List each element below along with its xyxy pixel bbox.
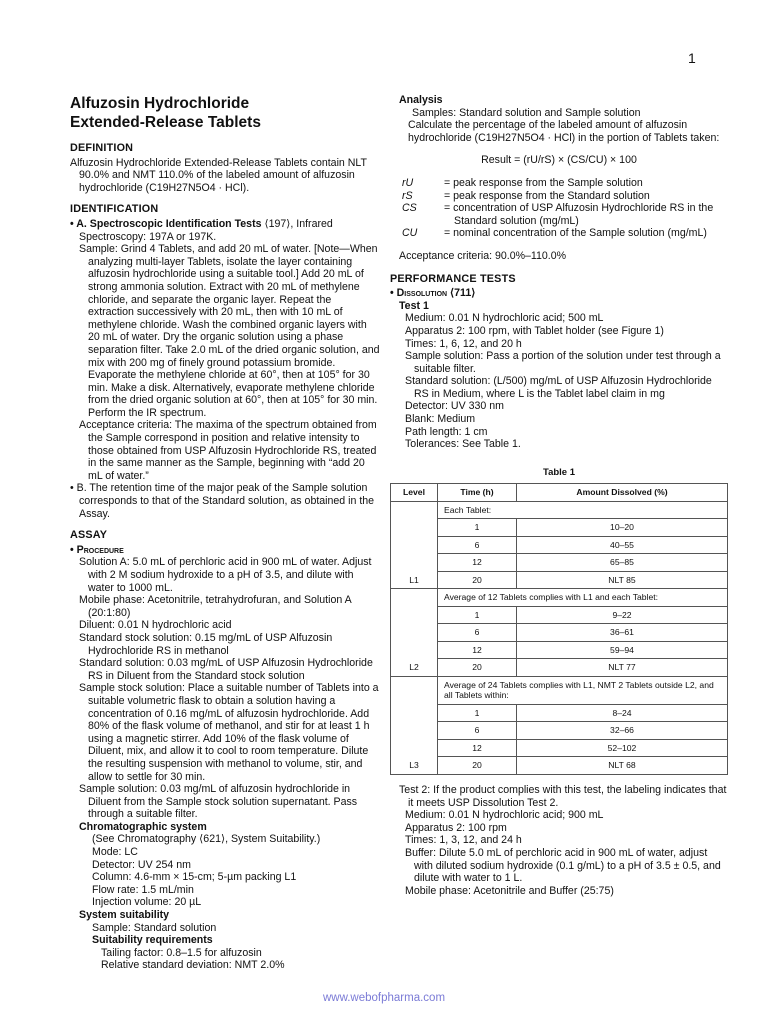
title-line-1: Alfuzosin Hydrochloride xyxy=(70,95,250,112)
test1-times: Times: 1, 6, 12, and 20 h xyxy=(405,337,522,350)
assay-heading: ASSAY xyxy=(70,529,108,542)
assay-standard-stock: Standard stock solution: 0.15 mg/mL of USP Alfuzosin Hydrochloride RS in methanol xyxy=(79,631,333,657)
test1-tolerances: Tolerances: See Table 1. xyxy=(405,438,521,451)
definition-row xyxy=(402,177,728,190)
table-amount-cell: 65–85 xyxy=(517,554,728,572)
table-header-time: Time (h) xyxy=(438,484,517,502)
suitability-sample: Sample: Standard solution xyxy=(92,921,217,934)
table-amount-cell: 10–20 xyxy=(517,519,728,537)
chrom-mode: Mode: LC xyxy=(92,846,138,859)
definition-text: = peak response from the Sample solution xyxy=(444,176,643,189)
chrom-column: Column: 4.6-mm × 15-cm; 5-µm packing L1 xyxy=(92,871,297,884)
identification-acceptance: Acceptance criteria: The maxima of the spectrum obtained from the Sample correspond in position and relative intensity to those obtained from USP Alfuzosin Hydrochloride RS, treated in the same manner as the Sample, beginning with “add 20 mL of water.” xyxy=(79,419,377,482)
test2-medium: Medium: 0.01 N hydrochloric acid; 900 mL xyxy=(405,809,604,822)
definition-text: Alfuzosin Hydrochloride Extended-Release Tablets contain NLT 90.0% and NMT 110.0% of the labeled amount of alfuzosin hydrochloride (C19H27N5O4 · HCl). xyxy=(70,156,367,194)
table-note-cell: Average of 24 Tablets complies with L1, NMT 2 Tablets outside L2, and all Tablets within: xyxy=(438,676,728,704)
definition-symbol: CS xyxy=(402,202,417,215)
table-time-cell: 12 xyxy=(438,739,517,757)
identification-a-label: • A. Spectroscopic Identification Tests xyxy=(70,217,262,230)
test1-medium: Medium: 0.01 N hydrochloric acid; 500 mL xyxy=(405,312,604,325)
table-amount-cell: 40–55 xyxy=(517,536,728,554)
performance-heading: PERFORMANCE TESTS xyxy=(390,272,516,285)
table-amount-cell: 52–102 xyxy=(517,739,728,757)
table-time-cell: 6 xyxy=(438,536,517,554)
suitability-requirements: Suitability requirements xyxy=(92,934,213,947)
table-row xyxy=(391,519,728,537)
table-note-cell: Each Tablet: xyxy=(438,501,728,519)
table-amount-cell: NLT 77 xyxy=(517,659,728,677)
table-row xyxy=(391,641,728,659)
table-row xyxy=(391,554,728,572)
test1-detector: Detector: UV 330 nm xyxy=(405,400,504,413)
test2-mobile-phase: Mobile phase: Acetonitrile and Buffer (25:75) xyxy=(405,884,614,897)
table-row xyxy=(391,589,728,607)
chrom-flow-rate: Flow rate: 1.5 mL/min xyxy=(92,883,194,896)
assay-sample-solution: Sample solution: 0.03 mg/mL of alfuzosin hydrochloride in Diluent from the Sample stock solution supernatant. Pass through a suitable filter. xyxy=(79,783,358,821)
table-row xyxy=(391,606,728,624)
page-number: 1 xyxy=(688,50,696,66)
table-row xyxy=(391,676,728,704)
table-time-cell: 6 xyxy=(438,624,517,642)
tailing-factor: Tailing factor: 0.8–1.5 for alfuzosin xyxy=(101,946,262,959)
table-row xyxy=(391,659,728,677)
table-body xyxy=(391,501,728,774)
chrom-heading: Chromatographic system xyxy=(79,820,207,833)
definition-row xyxy=(402,190,728,203)
right-column xyxy=(390,94,728,897)
chrom-detector: Detector: UV 254 nm xyxy=(92,858,191,871)
table-time-cell: 20 xyxy=(438,571,517,589)
table-header-level: Level xyxy=(391,484,438,502)
table-time-cell: 12 xyxy=(438,641,517,659)
table-row xyxy=(391,757,728,775)
definition-text: = nominal concentration of the Sample solution (mg/mL) xyxy=(444,227,707,240)
test1-standard-solution: Standard solution: (L/500) mg/mL of USP Alfuzosin Hydrochloride RS in Medium, where L is the Tablet label claim in mg xyxy=(405,375,712,400)
identification-a xyxy=(70,218,380,243)
table-time-cell: 1 xyxy=(438,704,517,722)
table-amount-cell: NLT 68 xyxy=(517,757,728,775)
table-time-cell: 1 xyxy=(438,519,517,537)
assay-standard-solution: Standard solution: 0.03 mg/mL of USP Alfuzosin Hydrochloride RS in Diluent from the Standard stock solution xyxy=(79,657,373,682)
table-note-cell: Average of 12 Tablets complies with L1 and each Tablet: xyxy=(438,589,728,607)
table-time-cell: 12 xyxy=(438,554,517,572)
test1-heading: Test 1 xyxy=(399,299,429,312)
table-row xyxy=(391,501,728,519)
chrom-injection: Injection volume: 20 µL xyxy=(92,896,202,909)
table1-caption: Table 1 xyxy=(542,466,576,478)
table-row xyxy=(391,536,728,554)
definition-symbol: rS xyxy=(402,189,413,202)
table-amount-cell: 9–22 xyxy=(517,606,728,624)
footer-link[interactable]: www.webofpharma.com xyxy=(322,992,446,1004)
relative-std-dev: Relative standard deviation: NMT 2.0% xyxy=(101,959,285,972)
test1-sample-solution: Sample solution: Pass a portion of the solution under test through a suitable filter. xyxy=(405,350,721,375)
table-row xyxy=(391,704,728,722)
test2-times: Times: 1, 3, 12, and 24 h xyxy=(405,834,522,847)
table-amount-cell: NLT 85 xyxy=(517,571,728,589)
dissolution-label: • Dissolution ⟨711⟩ xyxy=(390,287,476,300)
table-amount-cell: 36–61 xyxy=(517,624,728,642)
table-header-amount: Amount Dissolved (%) xyxy=(517,484,728,502)
dissolution-table xyxy=(390,483,728,775)
test2-apparatus: Apparatus 2: 100 rpm xyxy=(405,821,507,834)
table-time-cell: 20 xyxy=(438,659,517,677)
analysis-acceptance: Acceptance criteria: 90.0%–110.0% xyxy=(399,249,567,262)
monograph-title xyxy=(70,94,380,132)
table-level-cell: L1 xyxy=(391,501,438,589)
table-row xyxy=(391,624,728,642)
table-time-cell: 1 xyxy=(438,606,517,624)
analysis-formula: Result = (rU/rS) × (CS/CU) × 100 xyxy=(481,154,637,167)
table-level-cell: L3 xyxy=(391,676,438,774)
suitability-heading: System suitability xyxy=(79,909,170,922)
analysis-definitions xyxy=(390,177,728,240)
assay-sample-stock: Sample stock solution: Place a suitable number of Tablets into a suitable volumetric flask to obtain a solution having a concentration of 0.16 mg/mL of alfuzosin hydrochloride. Add 80% of the flask volume of methanol, and stir for at least 1 h using a magnetic stirrer. Add 10% of the flask volume of Diluent, mix, and allow it to cool to room temperature. Dilute the resulting suspension with methanol to volume, stir, and allow to settle for 30 min. xyxy=(79,682,379,783)
title-line-2: Extended-Release Tablets xyxy=(70,114,261,131)
table-row xyxy=(391,739,728,757)
definition-text: = concentration of USP Alfuzosin Hydrochloride RS in the Standard solution (mg/mL) xyxy=(444,202,714,227)
table-time-cell: 20 xyxy=(438,757,517,775)
table-row xyxy=(391,571,728,589)
assay-diluent: Diluent: 0.01 N hydrochloric acid xyxy=(79,619,232,632)
table-amount-cell: 32–66 xyxy=(517,722,728,740)
test2-intro: Test 2: If the product complies with this test, the labeling indicates that it meets USP Dissolution Test 2. xyxy=(399,783,727,809)
identification-a-ref: ⟨197⟩, Infrared Spectroscopy: 197A or 197K. xyxy=(79,217,333,243)
definition-row xyxy=(402,227,728,240)
analysis-samples: Samples: Standard solution and Sample solution xyxy=(412,106,641,119)
left-column xyxy=(70,94,380,972)
table-row xyxy=(391,722,728,740)
test2-buffer: Buffer: Dilute 5.0 mL of perchloric acid in 900 mL of water, adjust with diluted sodium hydroxide (0.1 g/mL) to a pH of 3.5 ± 0.5, and dilute with water to 1 L. xyxy=(405,846,721,885)
table-amount-cell: 8–24 xyxy=(517,704,728,722)
analysis-heading: Analysis xyxy=(399,94,443,106)
identification-sample: Sample: Grind 4 Tablets, and add 20 mL of water. [Note—When analyzing multi-layer Tablets, isolate the layer containing alfuzosin hydrochloride using a suitable tool.] Add 20 mL of strong ammonia solution. Extract with 20 mL of methylene chloride, and separate the organic layer. Repeat the extraction successively with 20 mL, then with 10 mL of methylene chloride. Wash the combined organic layers with 20 mL of water. Dry the organic solution using a phase separation filter. Take 2.0 mL of the dried organic solution, and mix with 200 mg of finely ground potassium bromide. Evaporate the methylene chloride at 60°, then at 105° for 30 min. Make a disk. Alternatively, evaporate methylene chloride from the dried organic solution at 60°, then at 105° for 30 min. Perform the IR spectrum. xyxy=(79,243,380,419)
identification-b: • B. The retention time of the major peak of the Sample solution corresponds to that of the Standard solution, as obtained in the Assay. xyxy=(70,482,375,520)
test1-apparatus: Apparatus 2: 100 rpm, with Tablet holder (see Figure 1) xyxy=(405,324,664,337)
table-amount-cell: 59–94 xyxy=(517,641,728,659)
analysis-calc: Calculate the percentage of the labeled amount of alfuzosin hydrochloride (C19H27N5O4 · HCl) in the portion of Tablets taken: xyxy=(408,119,720,144)
definition-row xyxy=(402,202,728,227)
identification-heading: IDENTIFICATION xyxy=(70,203,159,216)
assay-procedure: • Procedure xyxy=(70,543,124,556)
definition-symbol: rU xyxy=(402,176,414,189)
test1-path-length: Path length: 1 cm xyxy=(405,425,488,438)
definition-heading: DEFINITION xyxy=(70,142,134,154)
definition-text: = peak response from the Standard solution xyxy=(444,189,650,202)
table-level-cell: L2 xyxy=(391,589,438,677)
test1-blank: Blank: Medium xyxy=(405,413,476,426)
assay-solution-a: Solution A: 5.0 mL of perchloric acid in 900 mL of water. Adjust with 2 M sodium hydroxide to a pH of 3.5, and dilute with water to 1000 mL. xyxy=(79,556,372,594)
chrom-ref: (See Chromatography ⟨621⟩, System Suitability.) xyxy=(92,833,321,846)
assay-mobile-phase: Mobile phase: Acetonitrile, tetrahydrofuran, and Solution A (20:1:80) xyxy=(79,594,352,619)
definition-symbol: CU xyxy=(402,227,418,240)
table-time-cell: 6 xyxy=(438,722,517,740)
